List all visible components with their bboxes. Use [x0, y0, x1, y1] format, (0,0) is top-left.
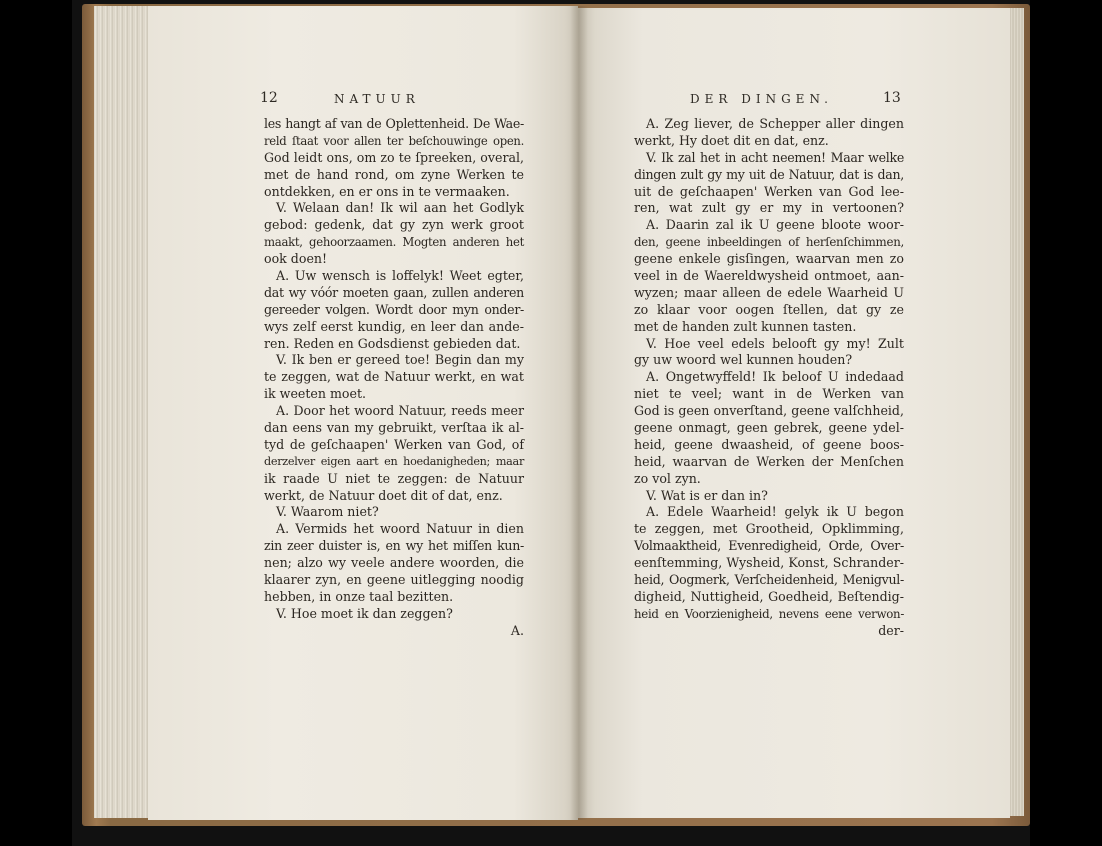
text-line: werkt, de Natuur doet dit of dat, enz. [264, 487, 503, 503]
left-page-number: 12 [260, 90, 278, 106]
text-line: reld ſtaat voor allen ter beſchouwinge open. [264, 133, 524, 148]
page-edges-right [1010, 8, 1024, 816]
text-line: A. Vermids het woord Natuur in dien [276, 521, 524, 537]
text-line: te zeggen, wat de Natuur werkt, en wat [264, 369, 524, 385]
text-line: ontdekken, en er ons in te vermaaken. [264, 183, 510, 199]
text-line: hebben, in onze taal bezitten. [264, 588, 454, 604]
text-line: V. Hoe moet ik dan zeggen? [276, 605, 453, 621]
text-line: A. Door het woord Natuur, reeds meer [276, 403, 524, 419]
text-line: zo klaar voor oogen ſtellen, dat gy ze [634, 301, 904, 317]
text-line: ik raade U niet te zeggen: de Natuur [264, 470, 524, 486]
text-line: wys zelf eerst kundig, en leer dan ande- [264, 318, 524, 334]
text-line: dan eens van my gebruikt, verſtaa ik al- [264, 420, 524, 436]
text-line: ik weeten moet. [264, 386, 367, 402]
text-line: heid, waarvan de Werken der Menſchen [634, 453, 904, 469]
text-line: veel in de Waereldwysheid ontmoet, aan- [634, 268, 904, 284]
text-line: V. Waarom niet? [276, 504, 379, 520]
text-line: ren, wat zult gy er my in vertoonen? [634, 200, 904, 216]
right-page-number: 13 [883, 90, 901, 106]
catchword: A. [510, 622, 524, 638]
right-page-text [634, 116, 904, 640]
text-line: V. Wat is er dan in? [646, 487, 768, 503]
text-line: A. Daarin zal ik U geene bloote woor- [646, 217, 904, 233]
left-page-text [264, 116, 524, 640]
text-line: derzelver eigen aart en hoedanigheden; maar [264, 454, 524, 468]
text-line: nen; alzo wy veele andere woorden, die [264, 555, 524, 571]
text-line: A. Zeg liever, de Schepper aller dingen [646, 116, 904, 131]
text-line: wyzen; maar alleen de edele Waarheid U [634, 284, 904, 300]
text-line: heid en Voorzienigheid, nevens eene verwon- [634, 606, 904, 621]
text-line: digheid, Nuttigheid, Goedheid, Beſtendig- [634, 588, 904, 604]
text-line: gebod: gedenk, dat gy zyn werk groot [264, 217, 524, 233]
text-line: zin zeer duister is, en wy het miſſen kun- [264, 538, 524, 554]
text-line: les hangt af van de Oplettenheid. De Wae- [264, 116, 524, 131]
text-line: A. Ongetwyffeld! Ik beloof U indedaad [646, 369, 904, 385]
text-line: God leidt ons, om zo te ſpreeken, overal, [264, 149, 524, 165]
text-line: geene onmagt, geen gebrek, geene ydel- [634, 420, 904, 436]
book-gutter [570, 6, 588, 820]
text-line: dat wy vóór moeten gaan, zullen anderen [264, 284, 524, 300]
text-line: maakt, gehoorzaamen. Mogten anderen het [264, 235, 524, 250]
text-line: ren. Reden en Godsdienst gebieden dat. [264, 335, 521, 351]
left-running-head: NATUUR [334, 92, 420, 106]
text-line: A. Uw wensch is loffelyk! Weet egter, [276, 268, 524, 284]
catchword: der- [878, 622, 904, 638]
text-line: geene enkele gisſingen, waarvan men zo [634, 251, 904, 267]
right-running-head: DER DINGEN. [690, 92, 833, 106]
text-line: te zeggen, met Grootheid, Opklimming, [634, 521, 904, 537]
text-line: uit de geſchaapen' Werken van God lee- [634, 183, 904, 199]
text-line: A. Edele Waarheid! gelyk ik U begon [646, 504, 904, 520]
text-line: ook doen! [264, 251, 328, 267]
text-line: zo vol zyn. [634, 470, 701, 486]
text-line: met de hand rond, om zyne Werken te [264, 166, 524, 182]
text-line: V. Ik zal het in acht neemen! Maar welke [646, 149, 904, 165]
text-line: niet te veel; want in de Werken van [634, 386, 904, 402]
text-line: tyd de geſchaapen' Werken van God, of [264, 436, 524, 452]
text-line: gereeder volgen. Wordt door myn onder- [264, 301, 524, 317]
text-line: den, geene inbeeldingen of herſenſchimmen, [634, 235, 904, 250]
text-line: klaarer zyn, en geene uitlegging noodig [264, 572, 524, 588]
text-line: dingen zult gy my uit de Natuur, dat is dan, [634, 166, 904, 182]
text-line: Volmaaktheid, Evenredigheid, Orde, Over- [634, 538, 904, 554]
text-line: V. Ik ben er gereed toe! Begin dan my [276, 352, 524, 368]
text-line: met de handen zult kunnen tasten. [634, 318, 857, 334]
text-line: gy uw woord wel kunnen houden? [634, 352, 853, 368]
text-line: heid, geene dwaasheid, of geene boos- [634, 436, 904, 452]
text-line: werkt, Hy doet dit en dat, enz. [634, 132, 829, 148]
text-line: V. Hoe veel edels belooft gy my! Zult [646, 335, 904, 351]
text-line: eenſtemming, Wysheid, Konst, Schrander- [634, 555, 904, 571]
text-line: heid, Oogmerk, Verſcheidenheid, Menigvul- [634, 572, 904, 588]
text-line: V. Welaan dan! Ik wil aan het Godlyk [276, 200, 524, 216]
text-line: God is geen onverſtand, geene valſchheid, [634, 403, 904, 419]
